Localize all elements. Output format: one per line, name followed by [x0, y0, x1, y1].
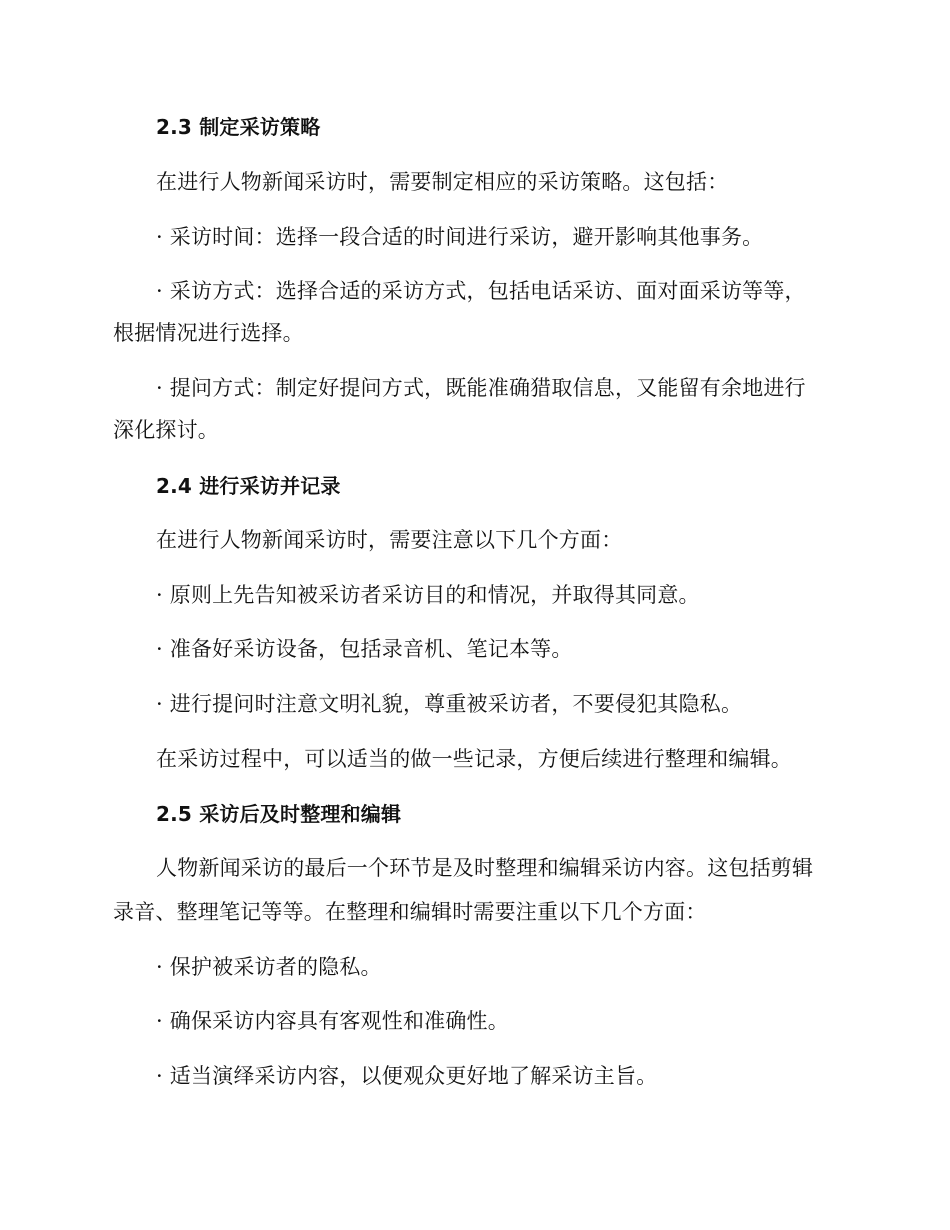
section-intro-2-5: 人物新闻采访的最后一个环节是及时整理和编辑采访内容。这包括剪辑 — [156, 856, 814, 880]
section-heading-2-5: 2.5 采访后及时整理和编辑 — [156, 802, 402, 826]
bullet-item-continuation: 深化探讨。 — [113, 418, 219, 442]
bullet-item: · 采访方式：选择合适的采访方式，包括电话采访、面对面采访等等， — [156, 279, 806, 303]
section-intro-2-5-continuation: 录音、整理笔记等等。在整理和编辑时需要注重以下几个方面： — [113, 900, 707, 924]
section-intro-2-4: 在进行人物新闻采访时，需要注意以下几个方面： — [156, 528, 623, 552]
bullet-item: · 适当演绎采访内容，以便观众更好地了解采访主旨。 — [156, 1064, 658, 1088]
bullet-item: · 准备好采访设备，包括录音机、笔记本等。 — [156, 637, 573, 661]
bullet-item: · 保护被采访者的隐私。 — [156, 955, 382, 979]
bullet-item: · 提问方式：制定好提问方式，既能准确猎取信息，又能留有余地进行 — [156, 376, 806, 400]
section-heading-2-4: 2.4 进行采访并记录 — [156, 474, 341, 498]
section-intro-2-3: 在进行人物新闻采访时，需要制定相应的采访策略。这包括： — [156, 170, 729, 194]
bullet-item: · 确保采访内容具有客观性和准确性。 — [156, 1009, 509, 1033]
bullet-item: · 原则上先告知被采访者采访目的和情况，并取得其同意。 — [156, 583, 700, 607]
bullet-item: · 进行提问时注意文明礼貌，尊重被采访者，不要侵犯其隐私。 — [156, 692, 743, 716]
section-heading-2-3: 2.3 制定采访策略 — [156, 115, 321, 139]
bullet-item-continuation: 根据情况进行选择。 — [113, 321, 304, 345]
bullet-item: · 采访时间：选择一段合适的时间进行采访，避开影响其他事务。 — [156, 225, 764, 249]
section-outro-2-4: 在采访过程中，可以适当的做一些记录，方便后续进行整理和编辑。 — [156, 747, 792, 771]
